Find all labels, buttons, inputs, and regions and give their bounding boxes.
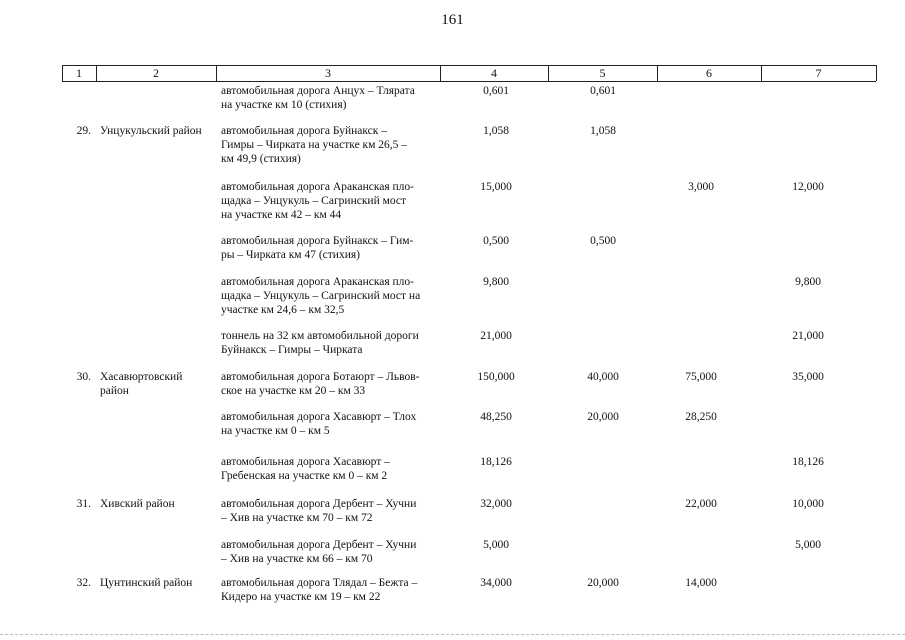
value-col-7: 21,000: [792, 330, 824, 342]
district-name: [100, 497, 212, 511]
district-name-line: район: [100, 385, 129, 397]
header-col-2: 2: [153, 66, 159, 80]
road-description-line: тоннель на 32 км автомобильной дороги: [221, 330, 419, 342]
road-description: [221, 455, 433, 483]
header-col-4: 4: [491, 66, 497, 80]
road-description: [221, 410, 433, 438]
value-col-6: 3,000: [688, 181, 714, 193]
page-number: 161: [441, 12, 464, 28]
value-col-4: 15,000: [480, 181, 512, 193]
value-col-4: 5,000: [483, 539, 509, 551]
road-description: [221, 497, 433, 525]
district-name: [100, 124, 212, 138]
road-description-line: автомобильная дорога Буйнакск – Гим-: [221, 235, 414, 247]
header-col-6: 6: [706, 66, 712, 80]
header-col-7: 7: [815, 66, 822, 80]
road-description-line: Гимры – Чирката на участке км 26,5 –: [221, 139, 408, 151]
row-number: 29.: [76, 125, 91, 137]
value-col-5: 0,601: [590, 85, 616, 97]
value-col-5: 1,058: [590, 125, 616, 137]
road-description-line: автомобильная дорога Буйнакск –: [221, 125, 387, 137]
district-name-line: Хасавюртовский: [100, 371, 183, 383]
road-description-line: автомобильная дорога Ботаюрт – Львов-: [221, 371, 420, 383]
road-description-line: автомобильная дорога Араканская пло-: [221, 276, 414, 288]
road-description: [221, 370, 433, 398]
road-description-line: Кидеро на участке км 19 – км 22: [221, 591, 381, 603]
value-col-4: 9,800: [483, 276, 509, 288]
value-col-4: 21,000: [480, 330, 512, 342]
header-bottom-rule: [62, 81, 876, 82]
value-col-7: 12,000: [792, 181, 824, 193]
value-col-7: 10,000: [792, 498, 824, 510]
district-name-line: Унцукульский район: [100, 125, 202, 137]
road-description-line: щадка – Унцукуль – Сагринский мост на: [221, 290, 421, 302]
value-col-5: 0,500: [590, 235, 616, 247]
road-description-line: автомобильная дорога Тлядал – Бежта –: [221, 577, 418, 589]
value-col-7: 5,000: [795, 539, 821, 551]
value-col-5: 20,000: [587, 577, 619, 589]
road-description-line: Гребенская на участке км 0 – км 2: [221, 470, 388, 482]
district-name: [100, 370, 212, 398]
value-col-4: 48,250: [480, 411, 512, 423]
road-description: [221, 234, 433, 262]
value-col-7: 35,000: [792, 371, 824, 383]
road-description: [221, 329, 433, 357]
road-description-line: автомобильная дорога Хасавюрт –: [221, 456, 390, 468]
value-col-4: 34,000: [480, 577, 512, 589]
value-col-6: 28,250: [685, 411, 717, 423]
road-description-line: автомобильная дорога Дербент – Хучни: [221, 498, 417, 510]
road-description-line: автомобильная дорога Хасавюрт – Тлох: [221, 411, 417, 423]
road-description-line: – Хив на участке км 70 – км 72: [221, 512, 373, 524]
value-col-6: 22,000: [685, 498, 717, 510]
road-description-line: ское на участке км 20 – км 33: [221, 385, 366, 397]
value-col-7: 18,126: [792, 456, 824, 468]
page-bottom-edge: [0, 634, 905, 635]
value-col-4: 18,126: [480, 456, 512, 468]
road-description-line: щадка – Унцукуль – Сагринский мост: [221, 195, 407, 207]
value-col-5: 20,000: [587, 411, 619, 423]
road-description-line: – Хив на участке км 66 – км 70: [221, 553, 373, 565]
road-description-line: Буйнакск – Гимры – Чирката: [221, 344, 363, 356]
road-description-line: автомобильная дорога Араканская пло-: [221, 181, 414, 193]
district-name: [100, 576, 212, 590]
value-col-7: 9,800: [795, 276, 821, 288]
header-col-1: 1: [76, 66, 82, 80]
road-description: [221, 275, 433, 317]
value-col-4: 0,601: [483, 85, 509, 97]
value-col-4: 1,058: [483, 125, 509, 137]
row-number: 32.: [76, 577, 91, 589]
value-col-4: 150,000: [477, 371, 515, 383]
district-name-line: Хивский район: [100, 498, 175, 510]
road-description: [221, 180, 433, 222]
header-col-3: 3: [325, 66, 331, 80]
district-name-line: Цунтинский район: [100, 577, 193, 589]
road-description: [221, 538, 433, 566]
header-col-5: 5: [599, 66, 606, 80]
road-description-line: участке км 24,6 – км 32,5: [221, 304, 345, 316]
road-description: [221, 576, 433, 604]
value-col-5: 40,000: [587, 371, 619, 383]
road-description: [221, 84, 433, 112]
road-description-line: ры – Чирката км 47 (стихия): [221, 249, 360, 261]
road-description-line: автомобильная дорога Дербент – Хучни: [221, 539, 417, 551]
road-description-line: на участке км 0 – км 5: [221, 425, 330, 437]
row-number: 30.: [76, 371, 91, 383]
value-col-4: 0,500: [483, 235, 509, 247]
header-divider: [876, 65, 877, 81]
road-description-line: автомобильная дорога Анцух – Тлярата: [221, 85, 415, 97]
road-description-line: на участке км 10 (стихия): [221, 99, 347, 111]
value-col-4: 32,000: [480, 498, 512, 510]
value-col-6: 75,000: [685, 371, 717, 383]
road-description: [221, 124, 433, 166]
road-description-line: на участке км 42 – км 44: [221, 209, 342, 221]
road-description-line: км 49,9 (стихия): [221, 153, 301, 165]
row-number: 31.: [76, 498, 91, 510]
value-col-6: 14,000: [685, 577, 717, 589]
